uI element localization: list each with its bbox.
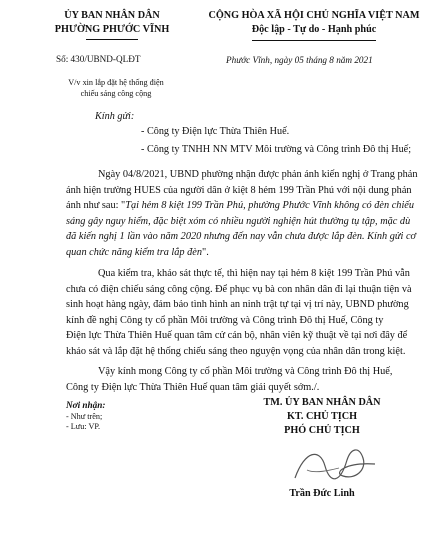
document-number: Số: 430/UBND-QLĐT [56, 54, 141, 64]
p2-line2: chưa có điện chiếu sáng công cộng. Để phục vụ bà con nhân dân đi lại thuận tiện và [66, 283, 412, 295]
handwritten-signature [285, 440, 385, 490]
subject-line2: chiếu sáng công cộng [80, 89, 152, 98]
p1-quote-line4: sáng gây nguy hiểm, đặc biệt xóm có nhiều người nghiện hút thường tụ tập, mặc dù [66, 215, 411, 227]
body-paragraph-3 [66, 364, 422, 395]
subject-line1: V/v xin lắp đặt hệ thống điện [68, 78, 164, 87]
p1-quote-line6: quan chức năng kiểm tra lắp đèn [66, 246, 203, 258]
national-motto: Độc lập - Tự do - Hạnh phúc [251, 24, 377, 35]
signature-role-1: KT. CHỦ TỊCH [286, 411, 358, 422]
signature-org: TM. ỦY BAN NHÂN DÂN [263, 397, 381, 408]
p1-line1: Ngày 04/8/2021, UBND phường nhận được phản ánh kiến nghị ở Trang phản [98, 169, 418, 180]
p1-line6 [66, 245, 422, 261]
distribution-item-1: - Như trên; [66, 412, 103, 421]
p3-line2: Công ty Điện lực Thừa Thiên Huế quan tâm giải quyết sớm./. [66, 381, 320, 393]
distribution-item-2: - Lưu: VP. [66, 422, 101, 431]
p1-line3 [66, 198, 422, 214]
issuer-line1: ỦY BAN NHÂN DÂN [64, 10, 160, 21]
p2-line6: khảo sát và lắp đặt hệ thống chiếu sáng theo nguyện vọng của nhân dân trong kiệt. [66, 345, 406, 357]
issuer-line2: PHƯỜNG PHƯỚC VĨNH [54, 24, 170, 35]
distribution-title: Nơi nhận: [66, 400, 106, 410]
p1-end: ". [202, 246, 209, 258]
signer-name: Trần Đức Linh [289, 488, 355, 499]
place-date: Phước Vĩnh, ngày 05 tháng 8 năm 2021 [226, 55, 373, 65]
p2-line3: sinh hoạt hàng ngày, đảm bảo tình hình an ninh trật tự tại vị trí này, UBND phường [66, 299, 409, 311]
p2-line5: Điện lực Thừa Thiên Huế quan tâm cử cán bộ, nhân viên kỹ thuật về tại nơi đây để [66, 330, 408, 342]
motto-underline [252, 40, 376, 41]
p2-line1: Qua kiểm tra, khảo sát thực tế, thì hiện nay tại hẻm 8 kiệt 199 Trần Phú vẫn [98, 268, 410, 279]
p2-line4: kính đề nghị Công ty cổ phần Môi trường và Công trình Đô thị Huế, Công ty [66, 314, 384, 326]
recipient-1: - Công ty Điện lực Thừa Thiên Huế. [141, 126, 290, 137]
body-paragraph-1 [66, 167, 422, 261]
recipients-label: Kính gửi: [95, 111, 135, 122]
recipient-2: - Công ty TNHH NN MTV Môi trường và Công trình Đô thị Huế; [141, 144, 412, 155]
issuer-underline [86, 39, 138, 40]
body-paragraph-2 [66, 266, 422, 360]
signature-role-2: PHÓ CHỦ TỊCH [284, 425, 360, 436]
p3-line1: Vậy kính mong Công ty cổ phần Môi trường và Công trình Đô thị Huế, [98, 366, 393, 377]
national-title: CỘNG HÒA XÃ HỘI CHỦ NGHĨA VIỆT NAM [208, 10, 420, 21]
p1-quote-line5: đã kiến nghị 1 lần vào năm 2020 nhưng đến nay vẫn chưa được lắp đèn. Kính gửi cơ [66, 231, 417, 243]
p1-line2: ánh hiện trường HUES của người dân ở kiệt 8 hẻm 199 Trần Phú với nội dung phản [66, 184, 412, 196]
p1-quote-line3: Tại hẻm 8 kiệt 199 Trần Phú, phường Phước Vĩnh không có đèn chiếu [125, 200, 415, 212]
p1-line3-prefix: ánh như sau: " [66, 200, 126, 212]
